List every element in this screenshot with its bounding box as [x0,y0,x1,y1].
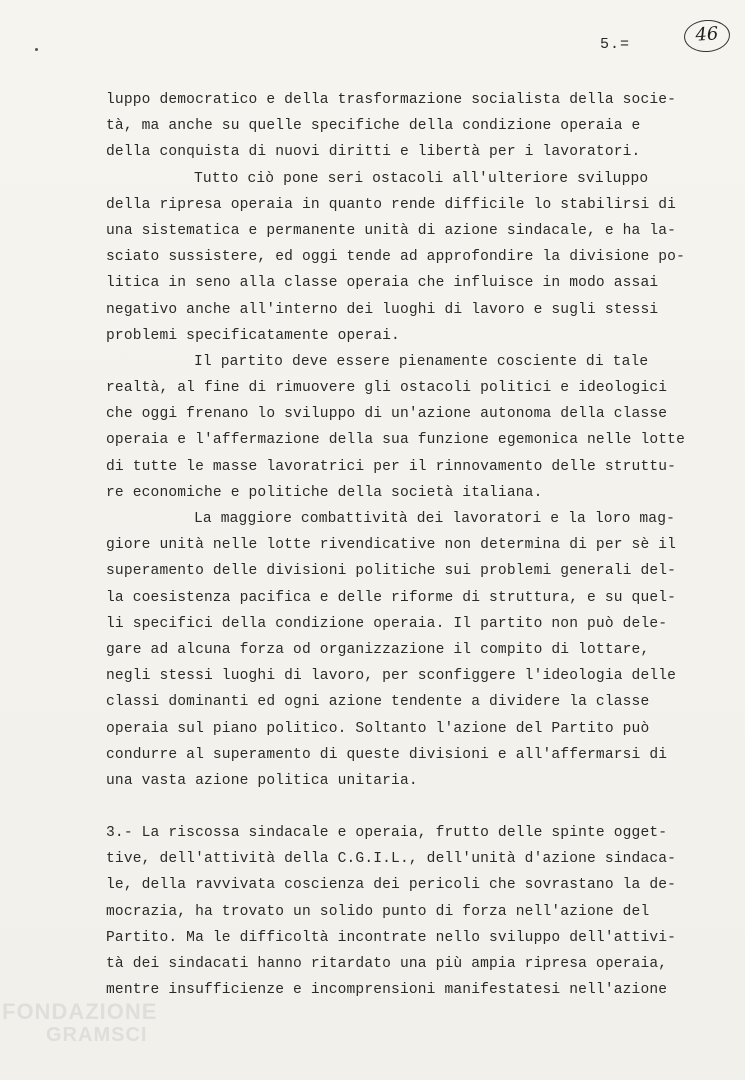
archive-number-stamp: 46 [683,18,731,53]
text-line: gare ad alcuna forza od organizzazione il compito di lottare, [106,641,650,658]
text-line: Partito. Ma le difficoltà incontrate nello sviluppo dell'attivi- [106,929,677,946]
typewritten-body [106,87,706,1003]
text-line: la coesistenza pacifica e delle riforme di struttura, e su quel- [106,589,677,606]
page-number: 5.= [600,36,631,53]
text-line: mentre insufficienze e incomprensioni manifestatesi nell'azione [106,982,668,999]
watermark-line-1: FONDAZIONE [2,999,158,1024]
text-line: che oggi frenano lo sviluppo di un'azione autonoma della classe [106,406,668,423]
text-line: della ripresa operaia in quanto rende difficile lo stabilirsi di [106,196,677,213]
paragraph-start-line: Il partito deve essere pienamente cosciente di tale [194,353,649,370]
text-line: negli stessi luoghi di lavoro, per sconfiggere l'ideologia delle [106,668,677,685]
text-line: tive, dell'attività della C.G.I.L., dell'unità d'azione sindaca- [106,851,677,868]
text-line: giore unità nelle lotte rivendicative non determina di per sè il [106,537,677,554]
text-line: operaia sul piano politico. Soltanto l'azione del Partito può [106,720,650,737]
text-line: della conquista di nuovi diritti e libertà per i lavoratori. [106,144,641,161]
text-line: superamento delle divisioni politiche sui problemi generali del- [106,563,677,580]
text-line: re economiche e politiche della società italiana. [106,484,543,501]
text-line: sciato sussistere, ed oggi tende ad approfondire la divisione po- [106,249,685,266]
text-line: problemi specificatamente operai. [106,327,400,344]
paragraph-start-line: Tutto ciò pone seri ostacoli all'ulteriore sviluppo [194,170,649,187]
text-line: li specifici della condizione operaia. Il partito non può dele- [106,615,668,632]
section-start-line: 3.- La riscossa sindacale e operaia, frutto delle spinte ogget- [106,825,668,842]
watermark-logo [2,1000,157,1046]
text-line: le, della ravvivata coscienza dei pericoli che sovrastano la de- [106,877,677,894]
text-line: mocrazia, ha trovato un solido punto di forza nell'azione del [106,903,650,920]
text-line: di tutte le masse lavoratrici per il rinnovamento delle struttu- [106,458,677,475]
text-line: negativo anche all'interno dei luoghi di lavoro e sugli stessi [106,301,659,318]
paragraph-start-line: La maggiore combattività dei lavoratori e la loro mag- [194,511,676,527]
text-line: operaia e l'affermazione della sua funzione egemonica nelle lotte [106,432,685,449]
text-line: condurre al superamento di queste divisioni e all'affermarsi di [106,746,668,763]
text-line: tà dei sindacati hanno ritardato una più ampia ripresa operaia, [106,956,668,972]
text-line: luppo democratico e della trasformazione socialista della socie- [106,92,677,108]
text-line: tà, ma anche su quelle specifiche della condizione operaia e [106,118,641,135]
watermark-line-2: GRAMSCI [46,1024,148,1046]
text-line: una vasta azione politica unitaria. [106,772,418,789]
margin-mark [35,48,38,51]
text-line: una sistematica e permanente unità di azione sindacale, e ha la- [106,222,677,239]
text-line: litica in seno alla classe operaia che influisce in modo assai [106,275,659,292]
text-line: classi dominanti ed ogni azione tendente a dividere la classe [106,694,650,711]
text-line: realtà, al fine di rimuovere gli ostacoli politici e ideologici [106,380,668,397]
paragraph-gap [106,794,706,820]
